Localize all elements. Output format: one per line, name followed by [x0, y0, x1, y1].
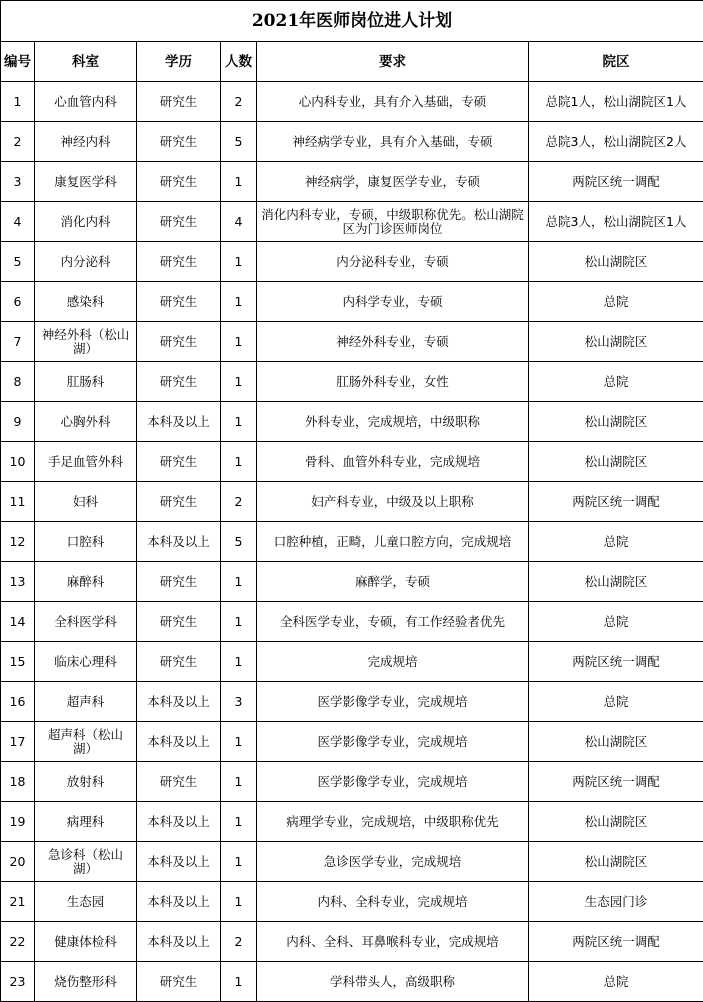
cell-req: 医学影像学专业，完成规培: [257, 682, 529, 722]
cell-no: 5: [1, 242, 35, 282]
cell-req: 完成规培: [257, 642, 529, 682]
cell-campus: 松山湖院区: [529, 402, 703, 442]
cell-req: 心内科专业，具有介入基础，专硕: [257, 82, 529, 122]
cell-campus: 生态园门诊: [529, 882, 703, 922]
cell-campus: 总院: [529, 522, 703, 562]
table-row: [1, 362, 703, 402]
cell-campus: 松山湖院区: [529, 442, 703, 482]
cell-req: 肛肠外科专业，女性: [257, 362, 529, 402]
cell-campus: 总院: [529, 962, 703, 1002]
table-row: [1, 122, 703, 162]
table-row: [1, 562, 703, 602]
cell-count: 1: [221, 162, 257, 202]
cell-campus: 总院: [529, 602, 703, 642]
cell-count: 2: [221, 922, 257, 962]
cell-campus: 松山湖院区: [529, 242, 703, 282]
cell-no: 9: [1, 402, 35, 442]
cell-dept: 消化内科: [35, 202, 137, 242]
cell-dept: 肛肠科: [35, 362, 137, 402]
cell-count: 1: [221, 282, 257, 322]
cell-count: 1: [221, 722, 257, 762]
table-row: [1, 642, 703, 682]
cell-no: 22: [1, 922, 35, 962]
cell-campus: 总院3人，松山湖院区1人: [529, 202, 703, 242]
cell-dept: 全科医学科: [35, 602, 137, 642]
cell-no: 19: [1, 802, 35, 842]
cell-no: 10: [1, 442, 35, 482]
cell-edu: 研究生: [137, 642, 221, 682]
cell-count: 5: [221, 122, 257, 162]
cell-edu: 研究生: [137, 762, 221, 802]
header-count: 人数: [221, 42, 257, 82]
cell-edu: 研究生: [137, 162, 221, 202]
cell-count: 1: [221, 842, 257, 882]
cell-no: 17: [1, 722, 35, 762]
table-row: [1, 522, 703, 562]
cell-edu: 研究生: [137, 442, 221, 482]
cell-campus: 总院1人，松山湖院区1人: [529, 82, 703, 122]
cell-count: 1: [221, 602, 257, 642]
cell-count: 5: [221, 522, 257, 562]
cell-no: 20: [1, 842, 35, 882]
cell-campus: 两院区统一调配: [529, 762, 703, 802]
cell-edu: 本科及以上: [137, 922, 221, 962]
table-row: [1, 482, 703, 522]
cell-dept: 心胸外科: [35, 402, 137, 442]
cell-req: 消化内科专业，专硕，中级职称优先。松山湖院区为门诊医师岗位: [257, 202, 529, 242]
cell-edu: 研究生: [137, 962, 221, 1002]
cell-edu: 研究生: [137, 482, 221, 522]
cell-count: 1: [221, 242, 257, 282]
cell-campus: 两院区统一调配: [529, 642, 703, 682]
cell-dept: 超声科（松山湖）: [35, 722, 137, 762]
cell-no: 13: [1, 562, 35, 602]
cell-count: 1: [221, 562, 257, 602]
cell-campus: 总院: [529, 362, 703, 402]
cell-no: 14: [1, 602, 35, 642]
cell-edu: 研究生: [137, 282, 221, 322]
cell-edu: 本科及以上: [137, 882, 221, 922]
cell-dept: 感染科: [35, 282, 137, 322]
cell-count: 1: [221, 962, 257, 1002]
cell-no: 3: [1, 162, 35, 202]
cell-req: 神经外科专业，专硕: [257, 322, 529, 362]
cell-dept: 神经外科（松山湖）: [35, 322, 137, 362]
cell-no: 4: [1, 202, 35, 242]
cell-req: 内科学专业，专硕: [257, 282, 529, 322]
cell-campus: 松山湖院区: [529, 842, 703, 882]
cell-campus: 两院区统一调配: [529, 482, 703, 522]
cell-campus: 总院3人，松山湖院区2人: [529, 122, 703, 162]
cell-req: 学科带头人，高级职称: [257, 962, 529, 1002]
cell-dept: 心血管内科: [35, 82, 137, 122]
table-row: [1, 402, 703, 442]
cell-req: 病理学专业，完成规培，中级职称优先: [257, 802, 529, 842]
cell-no: 18: [1, 762, 35, 802]
header-dept: 科室: [35, 42, 137, 82]
cell-req: 神经病学，康复医学专业，专硕: [257, 162, 529, 202]
table-body: [1, 82, 703, 1002]
cell-req: 全科医学专业，专硕，有工作经验者优先: [257, 602, 529, 642]
table-row: [1, 602, 703, 642]
cell-count: 1: [221, 802, 257, 842]
cell-no: 21: [1, 882, 35, 922]
cell-dept: 神经内科: [35, 122, 137, 162]
cell-count: 3: [221, 682, 257, 722]
cell-req: 口腔种植，正畸，儿童口腔方向，完成规培: [257, 522, 529, 562]
cell-req: 骨科、血管外科专业，完成规培: [257, 442, 529, 482]
cell-req: 内科、全科、耳鼻喉科专业，完成规培: [257, 922, 529, 962]
cell-count: 1: [221, 442, 257, 482]
table-row: [1, 882, 703, 922]
cell-edu: 研究生: [137, 122, 221, 162]
table-row: [1, 442, 703, 482]
header-campus: 院区: [529, 42, 703, 82]
cell-no: 11: [1, 482, 35, 522]
cell-dept: 手足血管外科: [35, 442, 137, 482]
cell-campus: 两院区统一调配: [529, 922, 703, 962]
table-row: [1, 802, 703, 842]
title-row: [1, 1, 703, 42]
cell-no: 12: [1, 522, 35, 562]
cell-req: 医学影像学专业，完成规培: [257, 762, 529, 802]
table-row: [1, 282, 703, 322]
cell-dept: 健康体检科: [35, 922, 137, 962]
header-row: [1, 42, 703, 82]
cell-edu: 本科及以上: [137, 722, 221, 762]
cell-edu: 本科及以上: [137, 522, 221, 562]
header-edu: 学历: [137, 42, 221, 82]
cell-edu: 研究生: [137, 202, 221, 242]
cell-dept: 康复医学科: [35, 162, 137, 202]
cell-count: 1: [221, 402, 257, 442]
table-row: [1, 202, 703, 242]
table-row: [1, 722, 703, 762]
cell-no: 23: [1, 962, 35, 1002]
cell-count: 1: [221, 362, 257, 402]
cell-no: 16: [1, 682, 35, 722]
cell-req: 神经病学专业，具有介入基础，专硕: [257, 122, 529, 162]
cell-edu: 研究生: [137, 242, 221, 282]
cell-dept: 生态园: [35, 882, 137, 922]
table-row: [1, 962, 703, 1002]
cell-edu: 研究生: [137, 562, 221, 602]
cell-campus: 两院区统一调配: [529, 162, 703, 202]
table-row: [1, 762, 703, 802]
cell-count: 1: [221, 882, 257, 922]
cell-campus: 松山湖院区: [529, 562, 703, 602]
cell-dept: 麻醉科: [35, 562, 137, 602]
cell-edu: 研究生: [137, 362, 221, 402]
header-no: 编号: [1, 42, 35, 82]
cell-req: 医学影像学专业，完成规培: [257, 722, 529, 762]
cell-count: 2: [221, 82, 257, 122]
table-row: [1, 242, 703, 282]
cell-no: 7: [1, 322, 35, 362]
cell-edu: 本科及以上: [137, 842, 221, 882]
cell-campus: 总院: [529, 282, 703, 322]
cell-req: 急诊医学专业，完成规培: [257, 842, 529, 882]
cell-dept: 烧伤整形科: [35, 962, 137, 1002]
cell-campus: 总院: [529, 682, 703, 722]
cell-edu: 本科及以上: [137, 802, 221, 842]
cell-req: 外科专业，完成规培，中级职称: [257, 402, 529, 442]
cell-req: 内科、全科专业，完成规培: [257, 882, 529, 922]
cell-count: 4: [221, 202, 257, 242]
cell-edu: 研究生: [137, 602, 221, 642]
cell-dept: 口腔科: [35, 522, 137, 562]
header-req: 要求: [257, 42, 529, 82]
cell-no: 2: [1, 122, 35, 162]
cell-req: 妇产科专业，中级及以上职称: [257, 482, 529, 522]
cell-campus: 松山湖院区: [529, 722, 703, 762]
cell-edu: 本科及以上: [137, 682, 221, 722]
table-title: 2021年医师岗位进人计划: [1, 1, 703, 42]
cell-edu: 研究生: [137, 322, 221, 362]
cell-no: 15: [1, 642, 35, 682]
cell-no: 1: [1, 82, 35, 122]
cell-count: 2: [221, 482, 257, 522]
cell-dept: 超声科: [35, 682, 137, 722]
table-row: [1, 82, 703, 122]
table-row: [1, 922, 703, 962]
cell-req: 麻醉学，专硕: [257, 562, 529, 602]
table-row: [1, 842, 703, 882]
cell-dept: 内分泌科: [35, 242, 137, 282]
cell-dept: 临床心理科: [35, 642, 137, 682]
cell-edu: 研究生: [137, 82, 221, 122]
cell-no: 6: [1, 282, 35, 322]
cell-count: 1: [221, 762, 257, 802]
table-row: [1, 322, 703, 362]
cell-count: 1: [221, 322, 257, 362]
table-row: [1, 682, 703, 722]
cell-campus: 松山湖院区: [529, 802, 703, 842]
table-row: [1, 162, 703, 202]
cell-campus: 松山湖院区: [529, 322, 703, 362]
cell-req: 内分泌科专业，专硕: [257, 242, 529, 282]
cell-dept: 放射科: [35, 762, 137, 802]
cell-dept: 妇科: [35, 482, 137, 522]
cell-no: 8: [1, 362, 35, 402]
cell-edu: 本科及以上: [137, 402, 221, 442]
cell-count: 1: [221, 642, 257, 682]
cell-dept: 病理科: [35, 802, 137, 842]
cell-dept: 急诊科（松山湖）: [35, 842, 137, 882]
